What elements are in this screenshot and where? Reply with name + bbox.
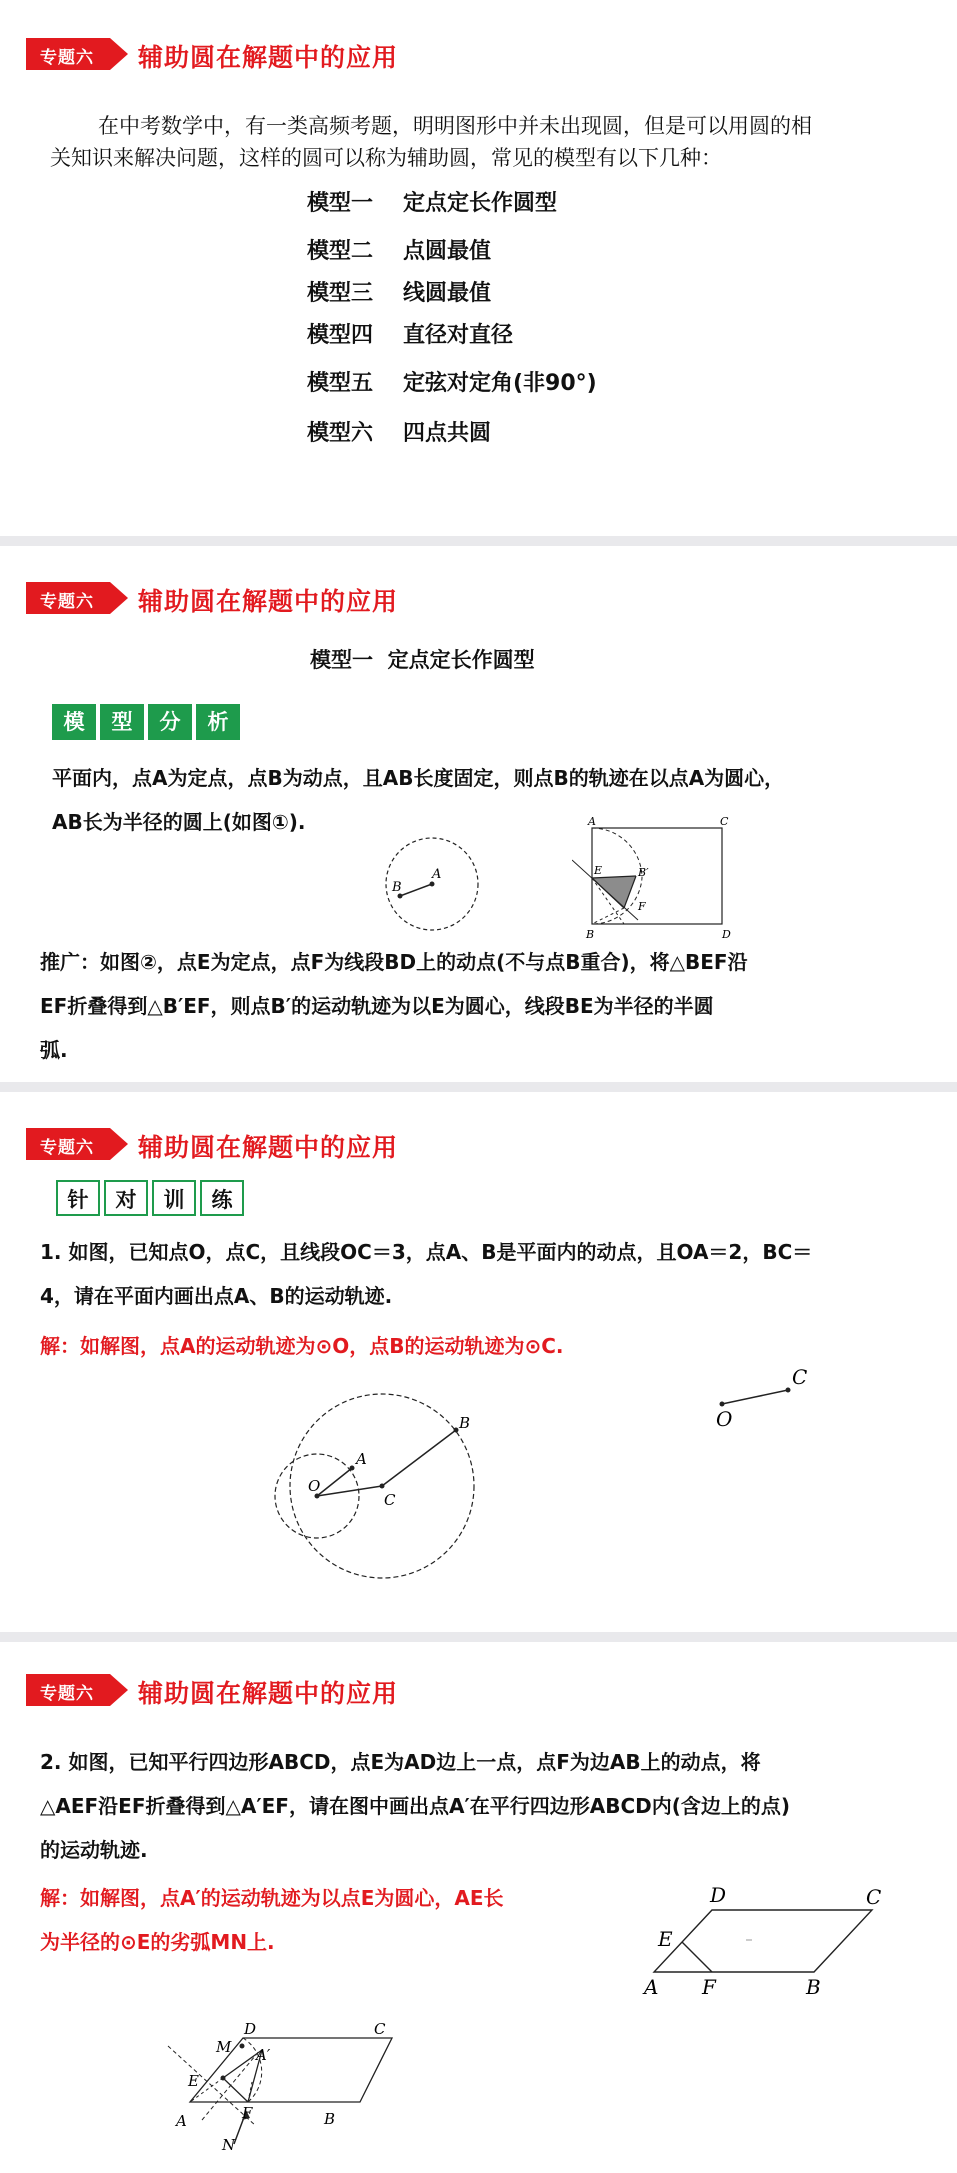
extension-line-3: 弧. [40,1038,68,1062]
given-figure-oc [708,1354,828,1434]
model-item-1 [307,186,557,217]
label-a: A [432,867,442,882]
label-d: D [244,2020,257,2038]
slide-practice-q2 [0,1642,957,2173]
model-number: 模型三 [307,281,374,306]
label-b: B [586,928,595,941]
label-n: N [222,2136,236,2154]
badge-char: 型 [100,704,144,740]
badge-char: 分 [148,704,192,740]
figure-1-circle [382,834,482,934]
model-number: 模型五 [307,371,374,396]
slide-model-one [0,546,957,1082]
question-2-line-1: 2. 如图，已知平行四边形ABCD，点E为AD边上一点，点F为边AB上的动点，将 [40,1750,761,1774]
badge-char: 训 [152,1180,196,1216]
model-name: 直径对直径 [403,323,514,348]
slide-practice-q1 [0,1092,957,1632]
label-d: D [722,928,731,941]
slide-separator [0,536,957,546]
solution-figure-circles [262,1384,492,1604]
practice-badge [56,1180,244,1216]
extension-line-1: 推广：如图②，点E为定点，点F为线段BD上的动点(不与点B重合)，将△BEF沿 [40,950,748,974]
label-a: A [176,2112,187,2130]
answer-2-line-1: 解：如解图，点A′的运动轨迹为以点E为圆心，AE长 [40,1886,504,1910]
model-name: 定点定长作圆型 [403,191,558,216]
question-2-line-2: △AEF沿EF折叠得到△A′EF，请在图中画出点A′在平行四边形ABCD内(含边上的点) [40,1794,790,1818]
intro-line-2: 关知识来解决问题，这样的圆可以称为辅助圆，常见的模型有以下几种： [50,146,722,170]
label-a: A [356,1450,367,1468]
label-c: C [792,1365,808,1389]
label-f: F [638,900,646,913]
model-number: 模型一 [307,191,374,216]
label-a: A [644,1975,659,1999]
label-c: C [374,2020,386,2038]
badge-char: 练 [200,1180,244,1216]
model-item-5 [307,366,597,397]
badge-char: 针 [56,1180,100,1216]
slide-separator [0,1632,957,1642]
section-title: 辅助圆在解题中的应用 [138,43,399,72]
answer-2-line-2: 为半径的⊙E的劣弧MN上. [40,1930,275,1954]
label-e: E [658,1927,673,1951]
model-item-3 [307,276,491,307]
label-c: C [866,1885,882,1909]
section-title: 辅助圆在解题中的应用 [138,1679,399,1708]
section-tag [26,1674,128,1706]
analysis-line-1: 平面内，点A为定点，点B为动点，且AB长度固定，则点B的轨迹在以点A为圆心， [52,766,785,790]
tag-label: 专题六 [40,592,94,612]
model-number: 模型四 [307,323,374,348]
model-name: 线圆最值 [403,281,492,306]
extension-line-2: EF折叠得到△B′EF，则点B′的运动轨迹为以E为圆心，线段BE为半径的半圆 [40,994,714,1018]
given-figure-parallelogram [636,1878,896,2008]
label-c: C [720,816,729,828]
figure-2-rectangle-fold [572,816,742,946]
label-o: O [716,1407,733,1431]
badge-char: 对 [104,1180,148,1216]
question-2-line-3: 的运动轨迹. [40,1838,148,1862]
label-m: M [216,2038,232,2056]
analysis-line-2: AB长为半径的圆上(如图①). [52,810,306,834]
label-a-prime: A′ [256,2046,271,2064]
tag-label: 专题六 [40,48,94,68]
section-title: 辅助圆在解题中的应用 [138,587,399,616]
label-c: C [384,1491,396,1509]
label-e: E [188,2072,199,2090]
label-f: F [702,1975,716,1999]
label-e: E [594,864,603,877]
question-1-line-1: 1. 如图，已知点O，点C，且线段OC＝3，点A、B是平面内的动点，且OA＝2，BC＝ [40,1240,813,1264]
label-d: D [710,1883,727,1907]
model-number: 模型六 [307,421,374,446]
label-b: B [392,880,402,895]
section-title: 辅助圆在解题中的应用 [138,1133,399,1162]
model-name: 定弦对定角(非90°) [403,371,597,396]
model-name: 点圆最值 [403,239,492,264]
tag-label: 专题六 [40,1138,94,1158]
badge-char: 模 [52,704,96,740]
tag-label: 专题六 [40,1684,94,1704]
label-b: B [459,1414,471,1432]
section-tag [26,38,128,70]
intro-line-1: 在中考数学中，有一类高频考题，明明图形中并未出现圆，但是可以用圆的相 [98,114,812,138]
model-name: 四点共圆 [403,421,492,446]
label-b: B [324,2110,336,2128]
answer-1: 解：如解图，点A的运动轨迹为⊙O，点B的运动轨迹为⊙C. [40,1334,564,1358]
question-1-line-2: 4，请在平面内画出点A、B的运动轨迹. [40,1284,393,1308]
section-tag [26,582,128,614]
model-title: 模型一 定点定长作圆型 [310,648,535,672]
label-a: A [588,816,596,828]
label-f: F [242,2104,253,2122]
section-tag [26,1128,128,1160]
badge-char: 析 [196,704,240,740]
slide-separator [0,1082,957,1092]
label-b-prime: B′ [638,866,649,879]
label-b: B [806,1975,821,1999]
label-o: O [308,1477,321,1495]
model-analysis-badge [52,704,240,740]
model-item-6 [307,416,491,447]
model-item-2 [307,234,491,265]
solution-figure-parallelogram [160,1972,410,2172]
model-number: 模型二 [307,239,374,264]
slide-intro [0,0,957,536]
model-item-4 [307,318,513,349]
